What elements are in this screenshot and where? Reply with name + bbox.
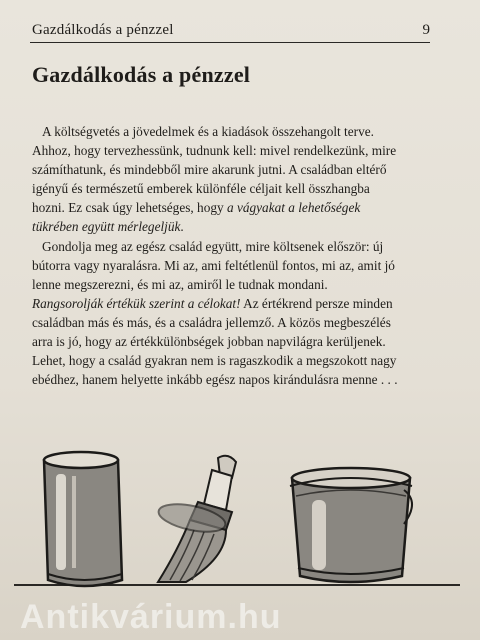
watermark: Antikvárium.hu xyxy=(20,598,282,636)
body-text xyxy=(32,122,402,389)
emphasized-text: Rangsorolják értékük szerint a célokat! xyxy=(32,295,241,311)
paragraph xyxy=(32,237,402,390)
page-number: 9 xyxy=(422,22,430,38)
text-run: . xyxy=(180,219,184,235)
emphasized-text: a vágyakat a lehetőségek tükrében együtt mérlegeljük xyxy=(32,200,361,235)
chapter-title: Gazdálkodás a pénzzel xyxy=(32,62,251,87)
text-run: Gondolja meg az egész család együtt, mire költsenek először: új bútorra vagy nyaralásra. Mi az, ami feltétlenül fontos, mi az, amit jó lenne megszerezni, és mi az, amiről le tudnak mondani. xyxy=(32,238,395,292)
running-head-title: Gazdálkodás a pénzzel xyxy=(32,22,174,38)
text-run: A költségvetés a jövedelmek és a kiadások összehangolt tervе. Ahhoz, hogy tervezhessünk, tudnunk kell: mivel rendelkezünk, mire számíthatunk, és mindebből mire akarunk jutni. A családban eltérő igényű és természetű emberek különféle céljait kell összhangba hozni. Ez csak úgy lehetséges, hogy xyxy=(32,124,397,216)
text-run: Az értékrend persze minden családban más és más, és a családra jellemző. A közös megbeszélés arra is jó, hogy az értékkülönbségek jobban napvilágra kerüljenek. Lehet, hogy a család gyakran nem is ragaszkodik a megszokott nagy ebédhez, hanem helyette inkább egész napos kirándulásra menne . . . xyxy=(32,295,398,388)
paint-can-icon xyxy=(44,452,122,586)
paint-brush-icon xyxy=(156,456,236,582)
bucket-icon xyxy=(290,468,412,582)
paragraph xyxy=(32,122,402,237)
running-head xyxy=(30,16,430,43)
